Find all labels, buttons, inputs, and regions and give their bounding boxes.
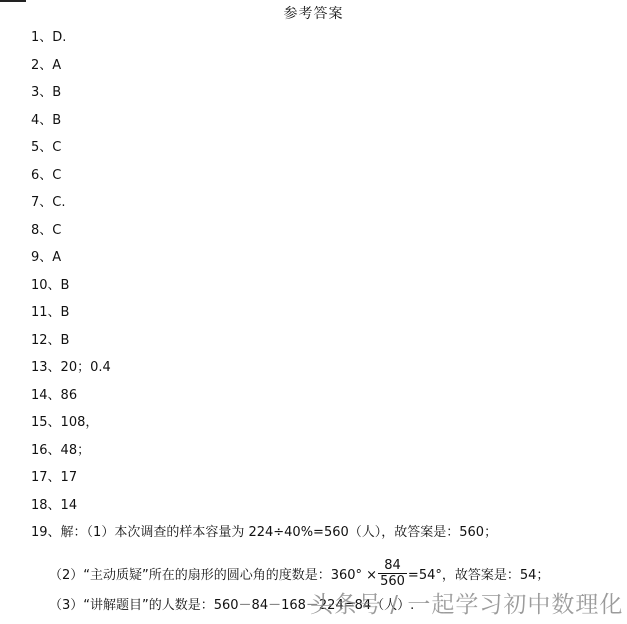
answer-item: 18、14 xyxy=(31,497,78,513)
top-rule xyxy=(0,0,26,2)
answer-item: 5、C xyxy=(31,140,62,155)
answer-item: 1、D. xyxy=(31,30,67,45)
answer-item: 4、B xyxy=(31,112,62,128)
answer-item: 11、B xyxy=(31,305,70,320)
fraction-denominator: 560 xyxy=(380,574,405,589)
q19-part1: 19、解：（1）本次调查的样本容量为 224÷40%=560（人），故答案是：560； xyxy=(31,525,498,540)
fraction-numerator: 84 xyxy=(378,558,407,574)
answer-item: 13、20；0.4 xyxy=(31,360,111,375)
q19-part3: （3）“讲解题目”的人数是：560－84－168－224=84（人）. xyxy=(49,598,415,613)
answer-item: 2、A xyxy=(31,57,62,73)
answer-item: 15、108， xyxy=(31,415,99,430)
page-title: 参考答案 xyxy=(283,6,344,22)
answer-item: 7、C. xyxy=(31,195,66,210)
answer-item: 16、48； xyxy=(31,442,91,458)
q19-part2-text: （2）“主动质疑”所在的扇形的圆心角的度数是：360° × xyxy=(49,568,378,583)
watermark: 头条号 / 一起学习初中数理化 xyxy=(310,592,624,618)
answer-item: 14、86 xyxy=(31,387,78,403)
answer-item: 10、B xyxy=(31,277,70,293)
answer-item: 17、17 xyxy=(31,470,78,485)
answer-item: 3、B xyxy=(31,85,62,100)
q19-part2-result: =54°，故答案是：54； xyxy=(407,568,550,583)
fraction xyxy=(378,558,407,589)
answer-item: 8、C xyxy=(31,222,62,238)
answer-item: 6、C xyxy=(31,167,62,183)
answer-item: 12、B xyxy=(31,332,70,348)
answer-item: 9、A xyxy=(31,250,62,265)
